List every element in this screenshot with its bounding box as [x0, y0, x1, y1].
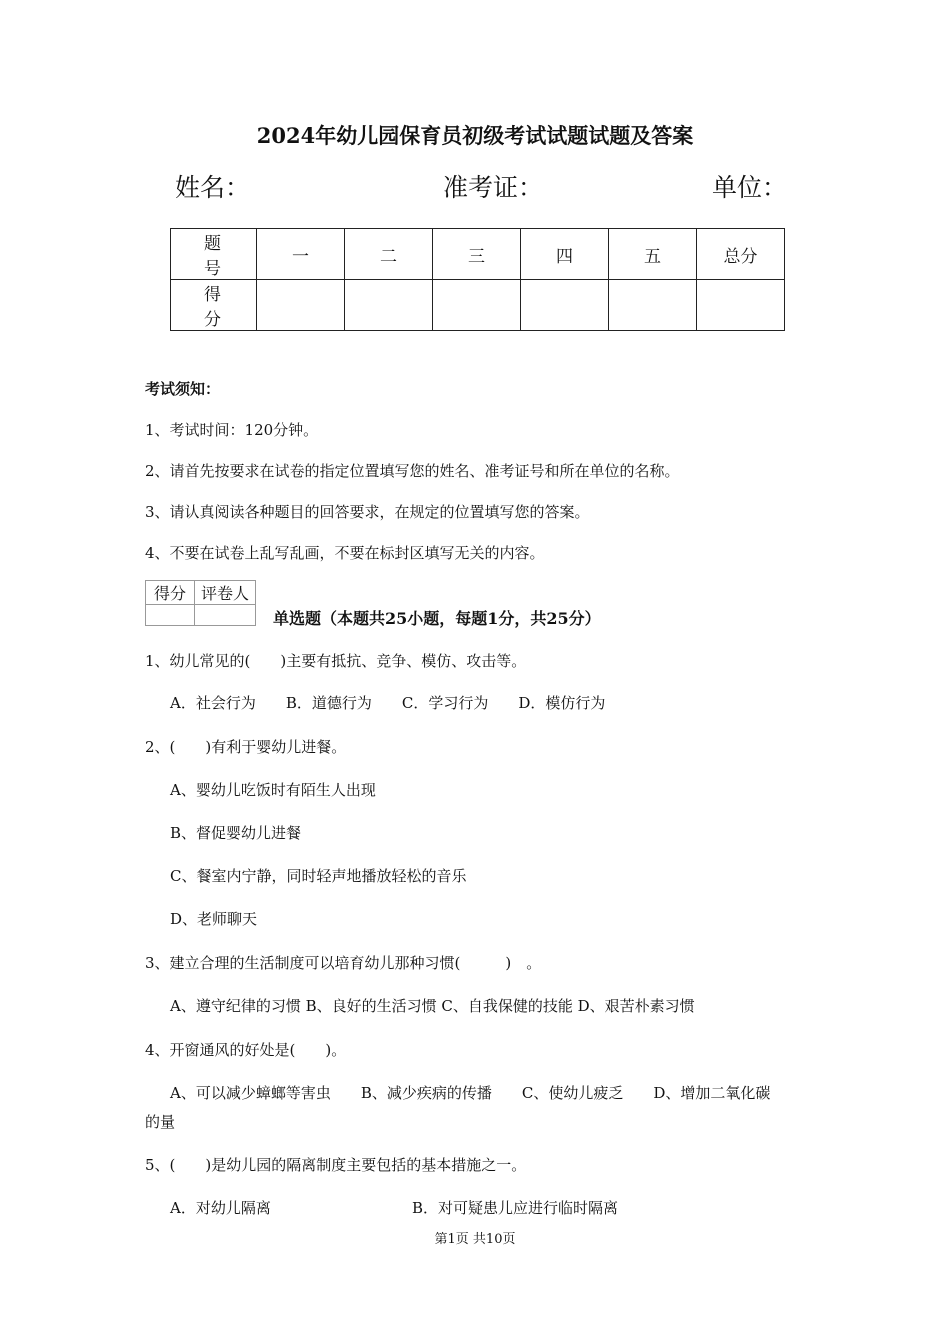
question-2-option-b: B、督促婴幼儿进餐: [170, 824, 302, 842]
question-3-stem: 3、建立合理的生活制度可以培育幼儿那种习惯( ) 。: [145, 954, 542, 972]
grader-table: [145, 580, 256, 626]
score-header-4: 四: [521, 229, 609, 280]
score-table-header-row: [171, 229, 785, 280]
score-header-total: 总分: [697, 229, 785, 280]
unit-label: 单位：: [712, 173, 788, 202]
question-4-options: A、可以减少蟑螂等害虫 B、减少疾病的传播 C、使幼儿疲乏 D、增加二氧化碳: [170, 1084, 771, 1102]
score-cell-5: [609, 280, 697, 331]
question-2-stem: 2、( )有利于婴幼儿进餐。: [145, 738, 347, 756]
grader-reviewer-label: 评卷人: [195, 581, 256, 605]
score-table: [170, 228, 785, 331]
question-1-stem: 1、幼儿常见的( )主要有抵抗、竞争、模仿、攻击等。: [145, 652, 527, 670]
question-2-option-a: A、婴幼儿吃饭时有陌生人出现: [170, 781, 376, 799]
score-cell-3: [433, 280, 521, 331]
score-cell-2: [345, 280, 433, 331]
question-4-stem: 4、开窗通风的好处是( )。: [145, 1041, 347, 1059]
grader-reviewer-cell: [195, 605, 256, 626]
notice-item: 3、请认真阅读各种题目的回答要求，在规定的位置填写您的答案。: [145, 503, 590, 521]
page-footer: 第1页 共10页: [434, 1232, 516, 1247]
question-4-options-cont: 的量: [145, 1113, 176, 1131]
score-header-3: 三: [433, 229, 521, 280]
question-5-option-b: B．对可疑患儿应进行临时隔离: [412, 1199, 619, 1217]
page-title: 2024年幼儿园保育员初级考试试题试题及答案: [256, 123, 694, 148]
notice-item: 4、不要在试卷上乱写乱画，不要在标封区填写无关的内容。: [145, 544, 545, 562]
question-5-stem: 5、( )是幼儿园的隔离制度主要包括的基本措施之一。: [145, 1156, 527, 1174]
grader-score-cell: [146, 605, 195, 626]
question-2-option-d: D、老师聊天: [170, 910, 258, 928]
question-5-option-a: A．对幼儿隔离: [170, 1199, 271, 1217]
notice-item: 1、考试时间：120分钟。: [145, 421, 319, 439]
score-cell-total: [697, 280, 785, 331]
question-2-option-c: C、餐室内宁静，同时轻声地播放轻松的音乐: [170, 867, 467, 885]
score-header-2: 二: [345, 229, 433, 280]
notice-item: 2、请首先按要求在试卷的指定位置填写您的姓名、准考证号和所在单位的名称。: [145, 462, 680, 480]
score-cell-4: [521, 280, 609, 331]
notice-title: 考试须知：: [145, 380, 221, 398]
question-1-options: A．社会行为 B．道德行为 C．学习行为 D．模仿行为: [170, 694, 606, 712]
name-label: 姓名：: [175, 173, 251, 202]
score-cell-1: [257, 280, 345, 331]
score-header-label: 题 号: [171, 229, 257, 280]
exam-id-label: 准考证：: [443, 173, 544, 202]
score-header-5: 五: [609, 229, 697, 280]
grader-score-label: 得分: [146, 581, 195, 605]
section-title: 单选题（本题共25小题，每题1分，共25分）: [273, 609, 601, 628]
question-3-options: A、遵守纪律的习惯 B、良好的生活习惯 C、自我保健的技能 D、艰苦朴素习惯: [170, 997, 695, 1015]
score-row-label: 得 分: [171, 280, 257, 331]
score-table-score-row: [171, 280, 785, 331]
score-header-1: 一: [257, 229, 345, 280]
